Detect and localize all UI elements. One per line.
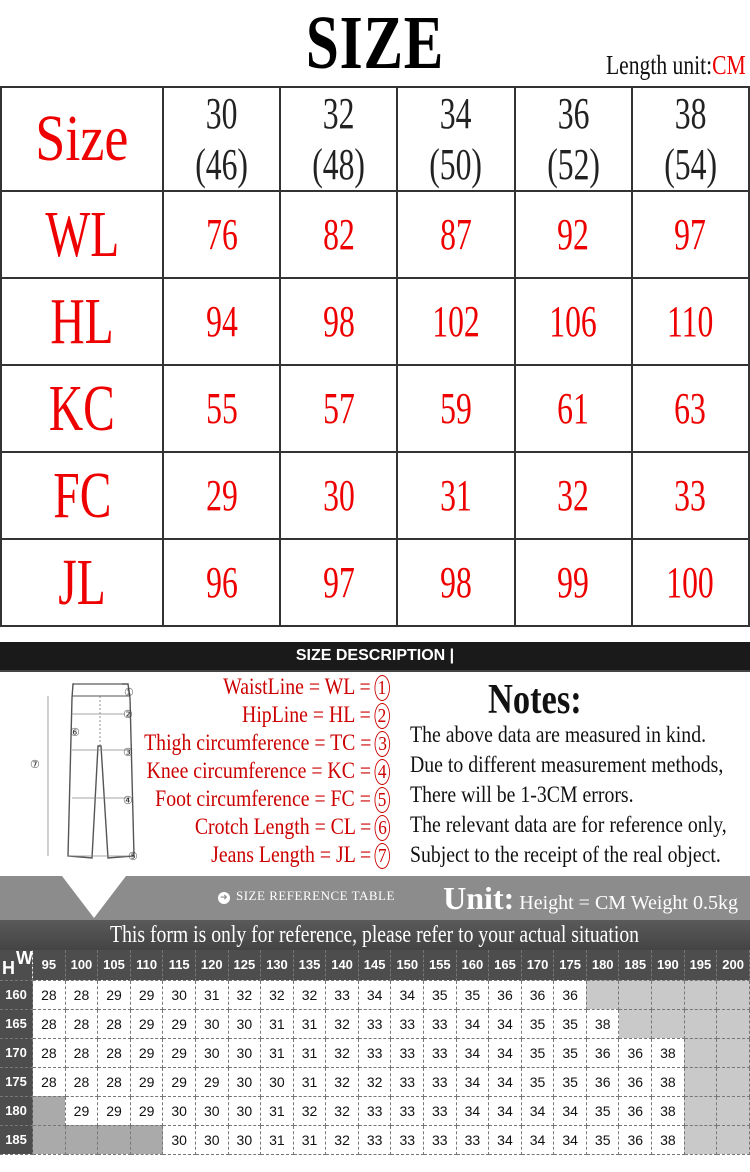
size-cell: 33 — [391, 1067, 424, 1096]
empty-cell — [652, 1009, 685, 1038]
size-cell: 30 — [163, 1125, 196, 1154]
note-line: Subject to the receipt of the real object. — [410, 842, 721, 867]
size-cell: 31 — [261, 1096, 294, 1125]
size-cell: 34 — [456, 1009, 489, 1038]
size-cell: 33 — [358, 1125, 391, 1154]
size-cell: 28 — [33, 1009, 66, 1038]
weight-header: 155 — [424, 950, 457, 980]
weight-header: 165 — [489, 950, 522, 980]
size-column-header: 36 (52) — [515, 87, 632, 191]
measure-label: WL — [1, 191, 163, 278]
size-cell: 28 — [33, 980, 66, 1009]
size-cell: 38 — [652, 1125, 685, 1154]
size-cell: 38 — [652, 1038, 685, 1067]
size-cell: 35 — [456, 980, 489, 1009]
size-cell: 30 — [228, 1067, 261, 1096]
size-cell: 33 — [358, 1009, 391, 1038]
size-cell: 35 — [554, 1038, 587, 1067]
table-row — [0, 1009, 750, 1038]
size-cell: 31 — [261, 1125, 294, 1154]
size-cell: 28 — [65, 980, 98, 1009]
marker-1: ① — [124, 687, 134, 699]
table-row — [0, 1096, 750, 1125]
measure-value: 32 — [515, 452, 632, 539]
empty-cell — [684, 980, 717, 1009]
empty-cell — [717, 1067, 750, 1096]
empty-cell — [684, 1125, 717, 1154]
weight-header: 160 — [456, 950, 489, 980]
size-cell: 35 — [554, 1009, 587, 1038]
weight-header: 145 — [358, 950, 391, 980]
size-column-header: 34 (50) — [397, 87, 514, 191]
height-header: 180 — [0, 1096, 33, 1125]
size-cell: 29 — [195, 1067, 228, 1096]
size-cell: 35 — [586, 1125, 619, 1154]
empty-cell — [684, 1009, 717, 1038]
size-cell: 34 — [489, 1067, 522, 1096]
size-cell: 34 — [456, 1038, 489, 1067]
size-cell: 31 — [293, 1067, 326, 1096]
measure-value: 30 — [280, 452, 397, 539]
weight-header: 130 — [261, 950, 294, 980]
empty-cell — [717, 1038, 750, 1067]
size-chart-row-jl — [1, 539, 749, 626]
size-cell: 29 — [130, 1038, 163, 1067]
measure-value: 31 — [397, 452, 514, 539]
empty-cell — [33, 1096, 66, 1125]
weight-header: 140 — [326, 950, 359, 980]
size-cell: 30 — [195, 1009, 228, 1038]
marker-4: ④ — [123, 795, 133, 807]
size-cell: 31 — [261, 1009, 294, 1038]
weight-header: 180 — [586, 950, 619, 980]
size-cell: 34 — [456, 1067, 489, 1096]
size-chart-table — [0, 86, 750, 627]
size-cell: 30 — [195, 1038, 228, 1067]
weight-header: 100 — [65, 950, 98, 980]
weight-header: 150 — [391, 950, 424, 980]
size-cell: 33 — [391, 1096, 424, 1125]
size-chart-corner: Size — [1, 87, 163, 191]
size-cell: 32 — [326, 1067, 359, 1096]
size-cell: 35 — [521, 1067, 554, 1096]
size-cell: 34 — [489, 1038, 522, 1067]
measure-value: 100 — [632, 539, 749, 626]
page-title: SIZE — [305, 1, 445, 85]
size-cell: 38 — [586, 1009, 619, 1038]
size-cell: 29 — [130, 1096, 163, 1125]
table-row — [0, 1125, 750, 1154]
size-cell: 31 — [195, 980, 228, 1009]
measure-value: 110 — [632, 278, 749, 365]
size-description-area — [0, 672, 750, 878]
size-cell: 32 — [326, 1009, 359, 1038]
weight-header: 175 — [554, 950, 587, 980]
size-column-header: 38 (54) — [632, 87, 749, 191]
size-cell: 29 — [163, 1038, 196, 1067]
size-cell: 33 — [391, 1125, 424, 1154]
size-cell: 34 — [554, 1096, 587, 1125]
size-column-header: 32 (48) — [280, 87, 397, 191]
size-cell: 33 — [424, 1038, 457, 1067]
measure-value: 92 — [515, 191, 632, 278]
size-cell: 32 — [326, 1096, 359, 1125]
empty-cell — [684, 1038, 717, 1067]
notes-title: Notes: — [488, 677, 582, 723]
size-cell: 35 — [586, 1096, 619, 1125]
size-cell: 28 — [65, 1038, 98, 1067]
reference-table-label: ➜ SIZE REFERENCE TABLE — [219, 888, 395, 903]
size-cell: 30 — [228, 1038, 261, 1067]
empty-cell — [130, 1125, 163, 1154]
weight-header: 170 — [521, 950, 554, 980]
marker-2: ② — [123, 709, 133, 721]
size-cell: 34 — [489, 1096, 522, 1125]
measure-label: JL — [1, 539, 163, 626]
size-cell: 36 — [619, 1096, 652, 1125]
size-chart-row-hl — [1, 278, 749, 365]
marker-7: ⑦ — [30, 759, 40, 771]
measure-label: KC — [1, 365, 163, 452]
empty-cell — [684, 1096, 717, 1125]
size-description-band: SIZE DESCRIPTION | — [0, 642, 750, 670]
size-cell: 34 — [489, 1009, 522, 1038]
weight-header: 120 — [195, 950, 228, 980]
size-cell: 36 — [619, 1125, 652, 1154]
empty-cell — [619, 980, 652, 1009]
size-cell: 30 — [261, 1067, 294, 1096]
size-cell: 34 — [358, 980, 391, 1009]
measure-value: 106 — [515, 278, 632, 365]
reference-notice: This form is only for reference, please refer to your actual situation — [0, 920, 750, 950]
formula-waistline: WaistLine = WL = 1 — [223, 674, 390, 701]
measure-value: 29 — [163, 452, 280, 539]
note-line: Due to different measurement methods, — [410, 752, 724, 777]
note-line: There will be 1-3CM errors. — [410, 782, 634, 807]
length-unit-label: Length unit: — [606, 50, 713, 80]
note-line: The relevant data are for reference only, — [410, 812, 727, 837]
size-cell: 29 — [98, 1096, 131, 1125]
formula-foot: Foot circumference = FC = 5 — [155, 786, 390, 813]
height-header: 185 — [0, 1125, 33, 1154]
empty-cell — [33, 1125, 66, 1154]
size-cell: 31 — [261, 1038, 294, 1067]
size-cell: 34 — [489, 1125, 522, 1154]
size-cell: 33 — [358, 1096, 391, 1125]
empty-cell — [717, 980, 750, 1009]
table-corner: H W — [0, 950, 33, 980]
height-header: 175 — [0, 1067, 33, 1096]
length-unit-value: CM — [712, 50, 746, 80]
measure-value: 96 — [163, 539, 280, 626]
size-cell: 34 — [521, 1096, 554, 1125]
size-cell: 32 — [293, 980, 326, 1009]
measure-value: 33 — [632, 452, 749, 539]
size-chart-row-fc — [1, 452, 749, 539]
formula-crotch: Crotch Length = CL = 6 — [195, 814, 390, 841]
size-cell: 34 — [391, 980, 424, 1009]
measure-label: HL — [1, 278, 163, 365]
size-cell: 33 — [391, 1009, 424, 1038]
size-cell: 29 — [98, 980, 131, 1009]
weight-header: 195 — [684, 950, 717, 980]
size-cell: 34 — [456, 1096, 489, 1125]
size-cell: 30 — [228, 1009, 261, 1038]
size-cell: 28 — [65, 1009, 98, 1038]
empty-cell — [684, 1067, 717, 1096]
height-header: 165 — [0, 1009, 33, 1038]
size-cell: 30 — [228, 1125, 261, 1154]
measure-value: 87 — [397, 191, 514, 278]
weight-header: 105 — [98, 950, 131, 980]
measure-value: 76 — [163, 191, 280, 278]
measure-value: 63 — [632, 365, 749, 452]
measure-value: 82 — [280, 191, 397, 278]
size-cell: 30 — [195, 1096, 228, 1125]
formula-jeans-length: Jeans Length = JL = 7 — [211, 842, 390, 869]
arrow-right-icon: ➜ — [219, 893, 229, 903]
size-cell: 32 — [326, 1038, 359, 1067]
size-cell: 33 — [424, 1125, 457, 1154]
empty-cell — [652, 980, 685, 1009]
reference-unit: Unit: Height = CM Weight 0.5kg — [443, 880, 738, 916]
size-cell: 33 — [391, 1038, 424, 1067]
weight-header: 185 — [619, 950, 652, 980]
measure-value: 98 — [280, 278, 397, 365]
size-cell: 33 — [358, 1038, 391, 1067]
height-header: 170 — [0, 1038, 33, 1067]
measure-value: 97 — [632, 191, 749, 278]
measure-value: 57 — [280, 365, 397, 452]
size-cell: 36 — [586, 1067, 619, 1096]
height-header: 160 — [0, 980, 33, 1009]
size-column-header: 30 (46) — [163, 87, 280, 191]
weight-header: 200 — [717, 950, 750, 980]
empty-cell — [717, 1096, 750, 1125]
size-cell: 33 — [326, 980, 359, 1009]
empty-cell — [586, 980, 619, 1009]
measure-value: 102 — [397, 278, 514, 365]
size-cell: 32 — [293, 1096, 326, 1125]
size-cell: 35 — [521, 1009, 554, 1038]
size-cell: 29 — [65, 1096, 98, 1125]
measure-value: 61 — [515, 365, 632, 452]
size-cell: 29 — [130, 1009, 163, 1038]
size-cell: 29 — [130, 980, 163, 1009]
size-chart-row-kc — [1, 365, 749, 452]
measure-value: 98 — [397, 539, 514, 626]
size-cell: 33 — [456, 1125, 489, 1154]
note-line: The above data are measured in kind. — [410, 722, 707, 747]
size-cell: 33 — [424, 1096, 457, 1125]
formula-hipline: HipLine = HL = 2 — [242, 702, 390, 729]
empty-cell — [98, 1125, 131, 1154]
table-row — [0, 1038, 750, 1067]
size-cell: 29 — [130, 1067, 163, 1096]
empty-cell — [619, 1009, 652, 1038]
size-cell: 28 — [33, 1038, 66, 1067]
size-cell: 28 — [98, 1038, 131, 1067]
size-cell: 36 — [619, 1067, 652, 1096]
size-cell: 31 — [293, 1009, 326, 1038]
size-cell: 34 — [554, 1125, 587, 1154]
pointer-arrow-icon — [62, 876, 126, 918]
size-cell: 32 — [326, 1125, 359, 1154]
measure-label: FC — [1, 452, 163, 539]
size-cell: 30 — [228, 1096, 261, 1125]
size-cell: 32 — [228, 980, 261, 1009]
size-cell: 35 — [554, 1067, 587, 1096]
size-cell: 28 — [98, 1009, 131, 1038]
empty-cell — [717, 1125, 750, 1154]
size-cell: 28 — [65, 1067, 98, 1096]
weight-header: 110 — [130, 950, 163, 980]
size-cell: 35 — [521, 1038, 554, 1067]
size-cell: 31 — [293, 1038, 326, 1067]
size-cell: 30 — [163, 980, 196, 1009]
size-cell: 31 — [293, 1125, 326, 1154]
size-cell: 38 — [652, 1067, 685, 1096]
size-cell: 30 — [195, 1125, 228, 1154]
length-unit — [606, 50, 746, 81]
size-reference-table — [0, 950, 750, 1155]
size-cell: 30 — [163, 1096, 196, 1125]
empty-cell — [717, 1009, 750, 1038]
weight-header: 135 — [293, 950, 326, 980]
size-cell: 36 — [586, 1038, 619, 1067]
size-chart-row-wl — [1, 191, 749, 278]
table-row — [0, 980, 750, 1009]
size-cell: 36 — [619, 1038, 652, 1067]
size-cell: 36 — [554, 980, 587, 1009]
formula-knee: Knee circumference = KC = 4 — [147, 758, 390, 785]
size-cell: 33 — [424, 1009, 457, 1038]
marker-3: ③ — [123, 747, 133, 759]
formula-thigh: Thigh circumference = TC = 3 — [144, 730, 390, 757]
size-cell: 28 — [98, 1067, 131, 1096]
marker-5: ⑤ — [128, 851, 138, 863]
weight-header: 190 — [652, 950, 685, 980]
size-cell: 38 — [652, 1096, 685, 1125]
empty-cell — [65, 1125, 98, 1154]
jeans-diagram-icon — [28, 676, 158, 866]
weight-header: 95 — [33, 950, 66, 980]
size-chart-header-row — [1, 87, 749, 191]
marker-6: ⑥ — [70, 727, 80, 739]
size-cell: 29 — [163, 1067, 196, 1096]
size-cell: 29 — [163, 1009, 196, 1038]
table-row — [0, 1067, 750, 1096]
size-cell: 28 — [33, 1067, 66, 1096]
measure-value: 94 — [163, 278, 280, 365]
weight-header: 125 — [228, 950, 261, 980]
size-cell: 34 — [521, 1125, 554, 1154]
size-cell: 36 — [489, 980, 522, 1009]
measure-value: 97 — [280, 539, 397, 626]
measure-value: 55 — [163, 365, 280, 452]
size-cell: 36 — [521, 980, 554, 1009]
measure-value: 99 — [515, 539, 632, 626]
size-cell: 33 — [424, 1067, 457, 1096]
size-cell: 32 — [358, 1067, 391, 1096]
measure-value: 59 — [397, 365, 514, 452]
weight-header-row — [0, 950, 750, 980]
size-cell: 32 — [261, 980, 294, 1009]
weight-header: 115 — [163, 950, 196, 980]
size-cell: 35 — [424, 980, 457, 1009]
